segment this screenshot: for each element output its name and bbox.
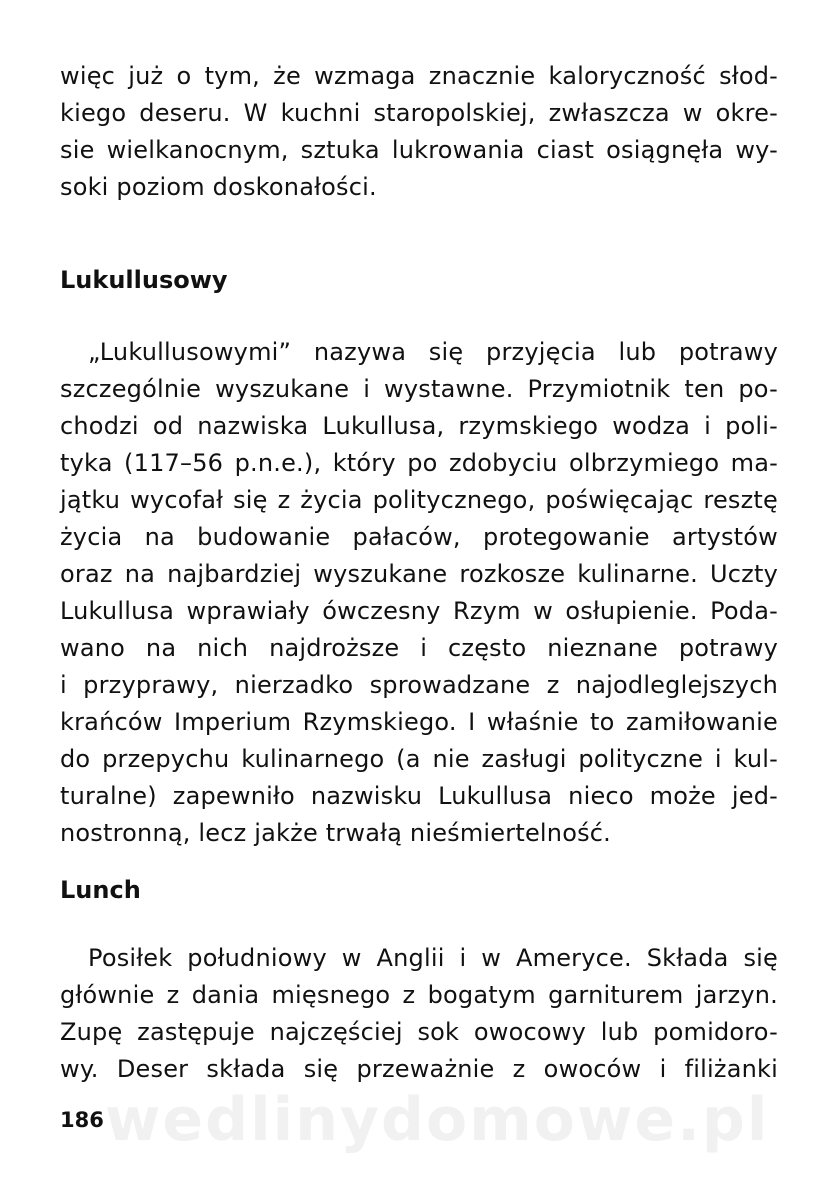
paragraph-line: soki poziom doskonałości. <box>60 173 377 201</box>
paragraph-line: „Lukullusowymi” nazywa się przyjęcia lub potrawy <box>88 338 778 366</box>
paragraph-line: wano na nich najdroższe i często nieznane potrawy <box>60 634 778 662</box>
paragraph-line: do przepychu kulinarnego (a nie zasługi polityczne i kul- <box>60 745 778 773</box>
paragraph-line: życia na budowanie pałaców, protegowanie artystów <box>60 523 778 551</box>
paragraph-line: więc już o tym, że wzmaga znacznie kaloryczność słod- <box>60 62 778 90</box>
paragraph-line: chodzi od nazwiska Lukullusa, rzymskiego wodza i poli- <box>60 412 778 440</box>
paragraph-line: jątku wycofał się z życia politycznego, poświęcając resztę <box>60 486 778 514</box>
paragraph-line: kiego deseru. W kuchni staropolskiej, zwłaszcza w okre- <box>60 99 778 127</box>
watermark: wedlinydomowe.pl <box>105 1085 770 1155</box>
paragraph-line: sie wielkanocnym, sztuka lukrowania ciast osiągnęła wy- <box>60 136 778 164</box>
section-heading-lukullusowy: Lukullusowy <box>60 266 228 294</box>
paragraph-line: głównie z dania mięsnego z bogatym garniturem jarzyn. <box>60 981 778 1009</box>
paragraph-line: turalne) zapewniło nazwisku Lukullusa nieco może jed- <box>60 782 778 810</box>
paragraph-line: nostronną, lecz jakże trwałą nieśmiertelność. <box>60 819 612 847</box>
intro-paragraph <box>60 58 778 206</box>
page-number: 186 <box>60 1108 104 1132</box>
paragraph-line: Lukullusa wprawiały ówczesny Rzym w osłupienie. Poda- <box>60 597 778 625</box>
paragraph-line: i przyprawy, nierzadko sprowadzane z najodleglejszych <box>60 671 778 699</box>
paragraph-line: krańców Imperium Rzymskiego. I właśnie to zamiłowanie <box>60 708 778 736</box>
paragraph-line: wy. Deser składa się przeważnie z owoców i filiżanki <box>60 1055 778 1083</box>
paragraph-line: Zupę zastępuje najczęściej sok owocowy lub pomidoro- <box>60 1018 778 1046</box>
paragraph-line: szczególnie wyszukane i wystawne. Przymiotnik ten po- <box>60 375 778 403</box>
lunch-paragraph <box>60 940 778 1088</box>
paragraph-line: oraz na najbardziej wyszukane rozkosze kulinarne. Uczty <box>60 560 778 588</box>
lukullusowy-paragraph <box>60 334 778 852</box>
paragraph-line: Posiłek południowy w Anglii i w Ameryce. Składa się <box>88 944 778 972</box>
paragraph-line: tyka (117–56 p.n.e.), który po zdobyciu olbrzymiego ma- <box>60 449 778 477</box>
section-heading-lunch: Lunch <box>60 876 141 904</box>
